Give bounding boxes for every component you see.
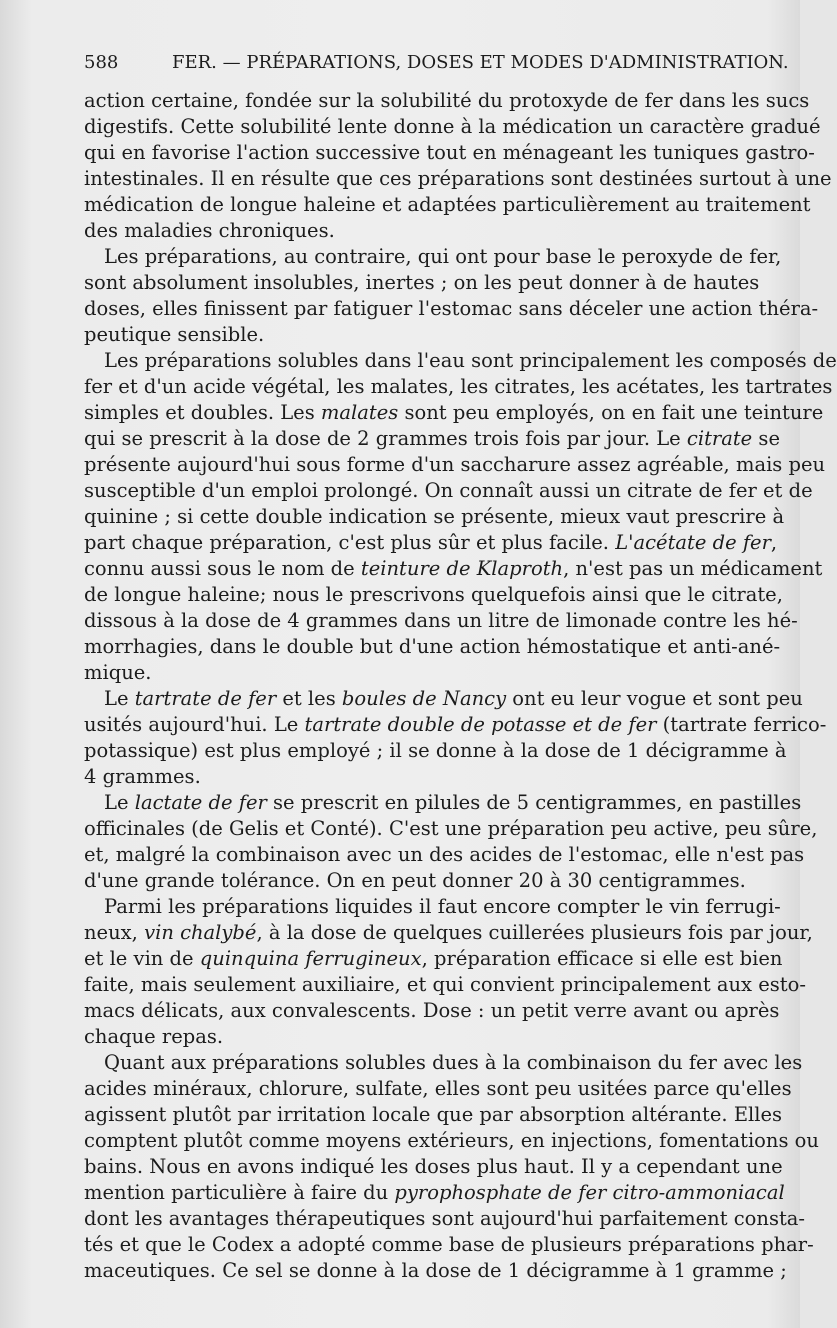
running-title: FER. — PRÉPARATIONS, DOSES ET MODES D'ADMINISTRATION. bbox=[172, 52, 789, 73]
text-line: sont absolument insolubles, inertes ; on les peut donner à de hautes bbox=[84, 271, 760, 294]
text-line: mention particulière à faire du pyrophosphate de fer citro-ammoniacal bbox=[84, 1181, 785, 1204]
text-line: usités aujourd'hui. Le tartrate double de potasse et de fer (tartrate ferrico- bbox=[84, 713, 827, 736]
text-line: potassique) est plus employé ; il se donne à la dose de 1 décigramme à bbox=[84, 739, 787, 762]
text-line: neux, vin chalybé, à la dose de quelques cuillerées plusieurs fois par jour, bbox=[84, 921, 813, 944]
text-line: macs délicats, aux convalescents. Dose : un petit verre avant ou après bbox=[84, 999, 780, 1022]
text-line: Les préparations solubles dans l'eau sont principalement les composés de bbox=[104, 349, 837, 372]
text-line: officinales (de Gelis et Conté). C'est une préparation peu active, peu sûre, bbox=[84, 817, 818, 840]
page-number: 588 bbox=[84, 52, 119, 73]
text-line: Quant aux préparations solubles dues à la combinaison du fer avec les bbox=[104, 1051, 803, 1074]
text-line: et le vin de quinquina ferrugineux, préparation efficace si elle est bien bbox=[84, 947, 783, 970]
text-line: dissous à la dose de 4 grammes dans un litre de limonade contre les hé- bbox=[84, 609, 798, 632]
running-header bbox=[84, 52, 789, 82]
text-line: dont les avantages thérapeutiques sont aujourd'hui parfaitement consta- bbox=[84, 1207, 806, 1230]
text-line: Parmi les préparations liquides il faut encore compter le vin ferrugi- bbox=[104, 895, 781, 918]
text-line: Les préparations, au contraire, qui ont pour base le peroxyde de fer, bbox=[104, 245, 782, 268]
text-line: doses, elles finissent par fatiguer l'estomac sans déceler une action théra- bbox=[84, 297, 819, 320]
text-line: tés et que le Codex a adopté comme base de plusieurs préparations phar- bbox=[84, 1233, 814, 1256]
text-line: digestifs. Cette solubilité lente donne à la médication un caractère gradué bbox=[84, 115, 821, 138]
text-line: faite, mais seulement auxiliaire, et qui convient principalement aux esto- bbox=[84, 973, 806, 996]
text-line: fer et d'un acide végétal, les malates, les citrates, les acétates, les tartrates bbox=[84, 375, 833, 398]
text-line: maceutiques. Ce sel se donne à la dose de 1 décigramme à 1 gramme ; bbox=[84, 1259, 787, 1282]
text-line: agissent plutôt par irritation locale que par absorption altérante. Elles bbox=[84, 1103, 783, 1126]
text-line: Le tartrate de fer et les boules de Nancy ont eu leur vogue et sont peu bbox=[104, 687, 803, 710]
text-line: comptent plutôt comme moyens extérieurs, en injections, fomentations ou bbox=[84, 1129, 819, 1152]
text-line: Le lactate de fer se prescrit en pilules de 5 centigrammes, en pastilles bbox=[104, 791, 802, 814]
text-line: des maladies chroniques. bbox=[84, 219, 335, 242]
text-line: acides minéraux, chlorure, sulfate, elles sont peu usitées parce qu'elles bbox=[84, 1077, 792, 1100]
text-line: et, malgré la combinaison avec un des acides de l'estomac, elle n'est pas bbox=[84, 843, 805, 866]
text-line: chaque repas. bbox=[84, 1025, 224, 1048]
text-line: médication de longue haleine et adaptées particulièrement au traitement bbox=[84, 193, 811, 216]
text-line: intestinales. Il en résulte que ces préparations sont destinées surtout à une bbox=[84, 167, 832, 190]
text-line: connu aussi sous le nom de teinture de Klaproth, n'est pas un médicament bbox=[84, 557, 823, 580]
text-line: peutique sensible. bbox=[84, 323, 265, 346]
text-line: quinine ; si cette double indication se présente, mieux vaut prescrire à bbox=[84, 505, 785, 528]
text-line: morrhagies, dans le double but d'une action hémostatique et anti-ané- bbox=[84, 635, 781, 658]
text-line: susceptible d'un emploi prolongé. On connaît aussi un citrate de fer et de bbox=[84, 479, 813, 502]
text-line: d'une grande tolérance. On en peut donner 20 à 30 centigrammes. bbox=[84, 869, 746, 892]
text-line: 4 grammes. bbox=[84, 765, 201, 788]
text-line: mique. bbox=[84, 661, 152, 684]
body-text bbox=[84, 88, 837, 1284]
text-line: qui en favorise l'action successive tout en ménageant les tuniques gastro- bbox=[84, 141, 815, 164]
text-line: bains. Nous en avons indiqué les doses plus haut. Il y a cependant une bbox=[84, 1155, 783, 1178]
text-line: présente aujourd'hui sous forme d'un saccharure assez agréable, mais peu bbox=[84, 453, 826, 476]
text-line: qui se prescrit à la dose de 2 grammes trois fois par jour. Le citrate se bbox=[84, 427, 780, 450]
text-line: simples et doubles. Les malates sont peu employés, on en fait une teinture bbox=[84, 401, 824, 424]
text-line: part chaque préparation, c'est plus sûr et plus facile. L'acétate de fer, bbox=[84, 531, 778, 554]
text-line: de longue haleine; nous le prescrivons quelquefois ainsi que le citrate, bbox=[84, 583, 783, 606]
text-line: action certaine, fondée sur la solubilité du protoxyde de fer dans les sucs bbox=[84, 89, 810, 112]
